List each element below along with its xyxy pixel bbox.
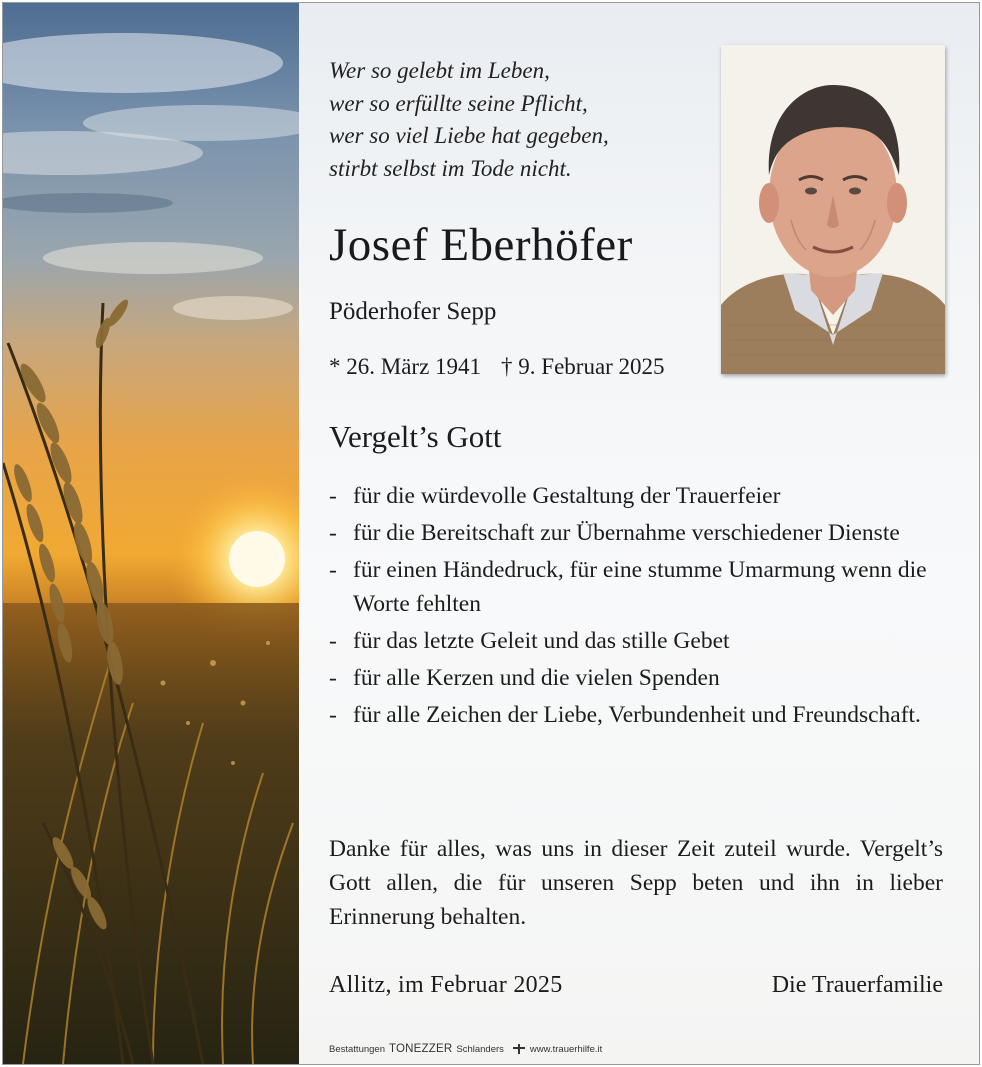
- death-date: † 9. Februar 2025: [501, 354, 665, 379]
- list-item: [329, 516, 949, 550]
- list-bullet: -: [329, 665, 337, 691]
- thanks-list: [329, 479, 949, 735]
- memorial-poem: [329, 55, 609, 185]
- list-item-text: für einen Händedruck, für eine stumme Umarmung wenn die Worte fehlten: [353, 557, 927, 617]
- list-item-text: für die Bereitschaft zur Übernahme verschiedener Dienste: [353, 520, 900, 546]
- poem-line: wer so viel Liebe hat gegeben,: [329, 123, 609, 148]
- footer-brand: TONEZZER: [389, 1043, 453, 1055]
- list-item: [329, 661, 949, 695]
- life-dates: [329, 352, 665, 382]
- list-item: [329, 624, 949, 658]
- footer-town: Schlanders: [456, 1043, 504, 1055]
- place-and-date: Allitz, im Februar 2025: [329, 972, 563, 998]
- closing-paragraph: Danke für alles, was uns in dieser Zeit zuteil wurde. Vergelt’s Gott allen, die für unseren Sepp beten und ihn in lieber Erinnerung behalten.: [329, 836, 943, 930]
- poem-line: Wer so gelebt im Leben,: [329, 58, 550, 83]
- funeral-home-footer: [329, 1043, 602, 1055]
- deceased-portrait: [721, 45, 945, 374]
- sunset-grass-photo: [3, 3, 299, 1064]
- birth-date: * 26. März 1941: [329, 354, 482, 379]
- list-item: [329, 698, 949, 732]
- list-bullet: -: [329, 557, 337, 583]
- obituary-card: [2, 2, 980, 1065]
- family-signature: Die Trauerfamilie: [771, 972, 943, 998]
- footer-website[interactable]: www.trauerhilfe.it: [529, 1043, 603, 1055]
- list-item-text: für das letzte Geleit und das stille Gebet: [353, 628, 730, 654]
- list-bullet: -: [329, 628, 337, 654]
- list-bullet: -: [329, 520, 337, 546]
- deceased-nickname: Pöderhofer Sepp: [329, 298, 497, 325]
- list-item-text: für alle Kerzen und die vielen Spenden: [353, 665, 720, 691]
- list-item: [329, 479, 949, 513]
- deceased-name: Josef Eberhöfer: [329, 219, 633, 271]
- poem-line: wer so erfüllte seine Pflicht,: [329, 90, 588, 116]
- dove-cross-icon: [512, 1043, 526, 1055]
- thanks-heading: Vergelt’s Gott: [329, 419, 502, 454]
- list-item: [329, 553, 949, 621]
- list-item-text: für alle Zeichen der Liebe, Verbundenheit und Freundschaft.: [353, 702, 921, 728]
- list-item-text: für die würdevolle Gestaltung der Trauerfeier: [353, 483, 781, 509]
- footer-prefix: Bestattungen: [329, 1043, 385, 1055]
- list-bullet: -: [329, 702, 337, 728]
- poem-line: stirbt selbst im Tode nicht.: [329, 155, 572, 181]
- list-bullet: -: [329, 483, 337, 509]
